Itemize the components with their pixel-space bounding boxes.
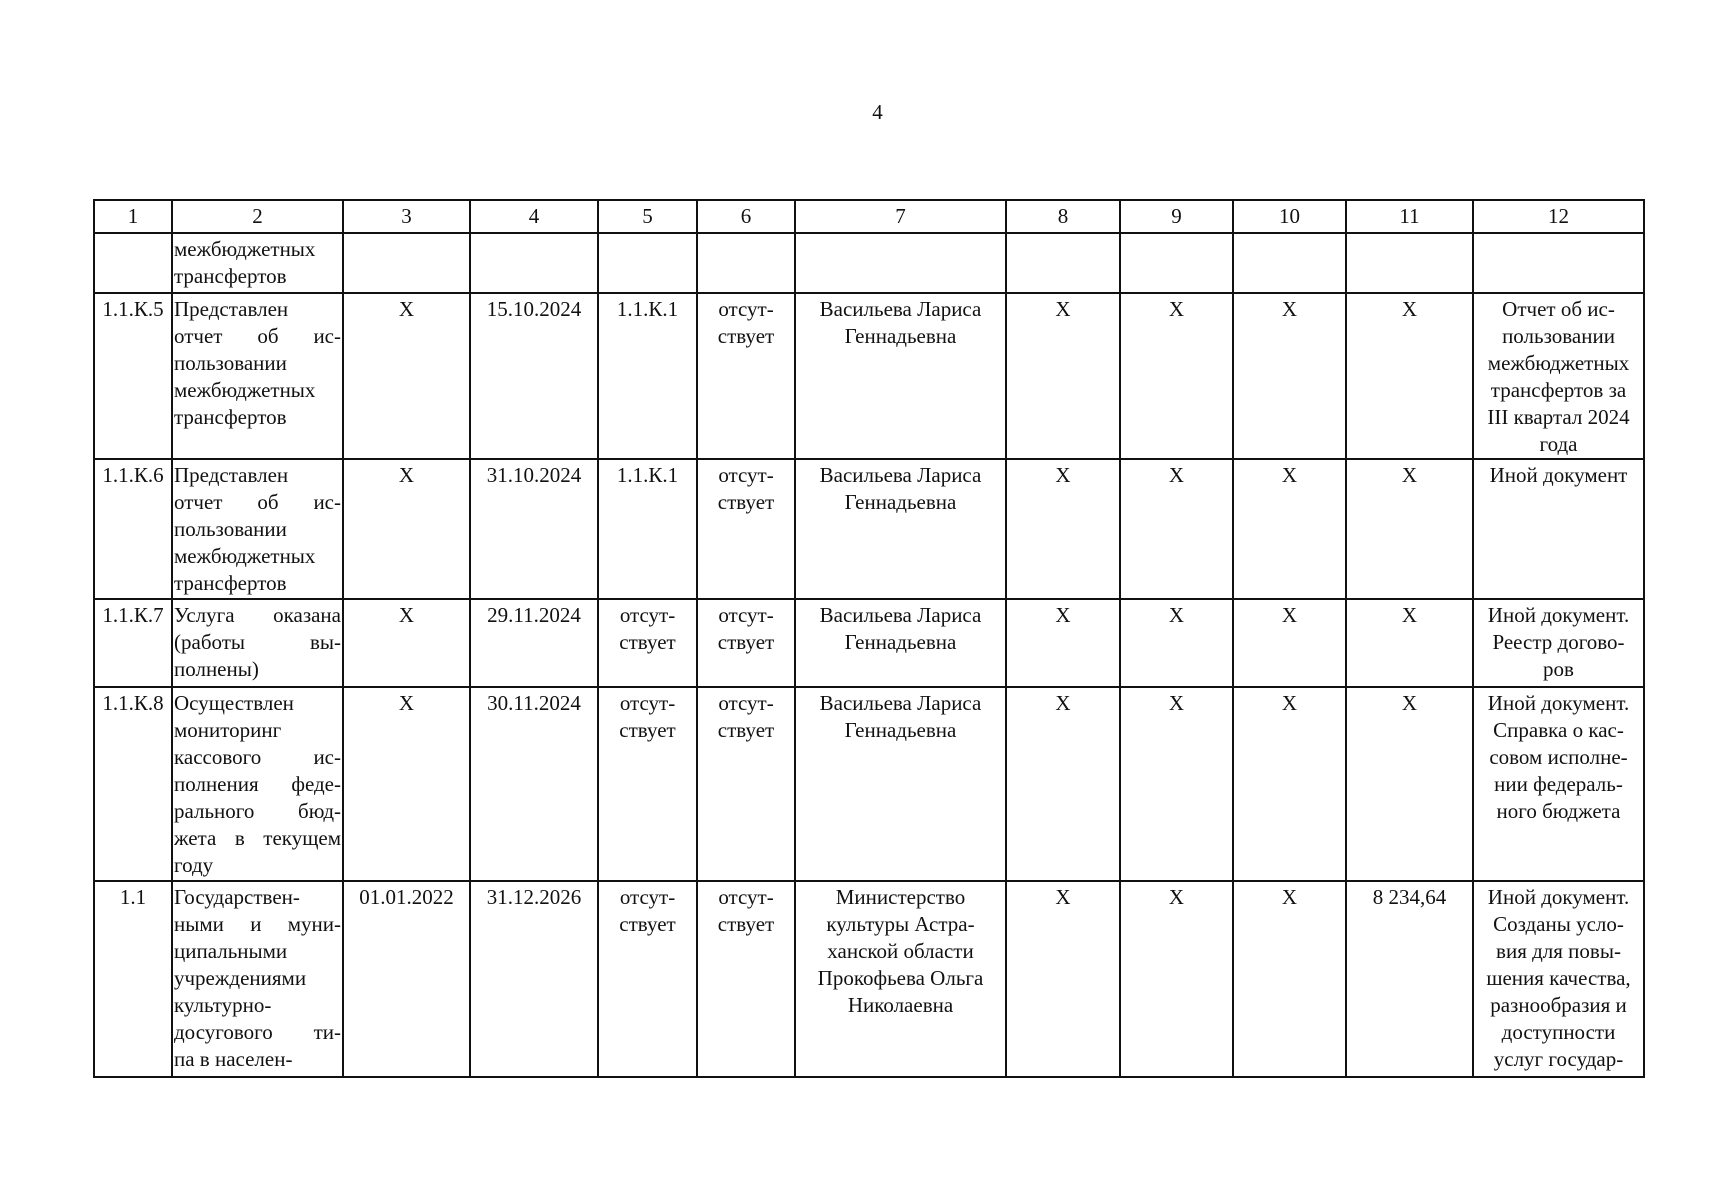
cell-line: ствует bbox=[619, 630, 676, 654]
cell-line: ствует bbox=[717, 490, 775, 514]
cell-line: Справка о кас- bbox=[1493, 718, 1624, 742]
cell-line: учреждениями bbox=[174, 966, 307, 990]
cell-line: пользовании bbox=[174, 351, 287, 375]
cell-line: межбюджетных bbox=[174, 378, 316, 402]
row-code: 1.1.К.8 bbox=[94, 687, 172, 881]
end-date bbox=[470, 233, 598, 293]
cell-line: года bbox=[1539, 432, 1578, 456]
cell-line: вия для повы- bbox=[1496, 939, 1621, 963]
cell-line: отсут- bbox=[718, 463, 774, 487]
value-10: X bbox=[1233, 459, 1346, 599]
start-date: X bbox=[343, 599, 470, 687]
start-date: 01.01.2022 bbox=[343, 881, 470, 1077]
cell-line: ного бюджета bbox=[1496, 799, 1621, 823]
value-9: X bbox=[1120, 687, 1233, 881]
cell-line: Осуществлен bbox=[174, 691, 294, 715]
value-10: X bbox=[1233, 687, 1346, 881]
cell-line: (работы вы- bbox=[174, 630, 341, 654]
cell-line: культуры Астра- bbox=[826, 912, 975, 936]
value-8: X bbox=[1006, 881, 1120, 1077]
predecessor bbox=[598, 233, 697, 293]
cell-line: Представлен bbox=[174, 297, 289, 321]
value-11 bbox=[1346, 233, 1473, 293]
value-8: X bbox=[1006, 599, 1120, 687]
value-9: X bbox=[1120, 293, 1233, 459]
value-11: X bbox=[1346, 687, 1473, 881]
end-date: 31.10.2024 bbox=[470, 459, 598, 599]
cell-line: Реестр догово- bbox=[1492, 630, 1625, 654]
cell-line: Васильева Лариса bbox=[819, 691, 982, 715]
column-number-row bbox=[94, 200, 1644, 233]
row-code: 1.1.К.6 bbox=[94, 459, 172, 599]
responsible bbox=[795, 599, 1006, 687]
cell-line: Иной документ. bbox=[1487, 885, 1630, 909]
cell-line: ствует bbox=[717, 324, 775, 348]
row-description bbox=[172, 599, 343, 687]
cell-line: 1.1.К.1 bbox=[616, 463, 679, 487]
cell-line: ствует bbox=[717, 630, 775, 654]
row-code: 1.1.К.5 bbox=[94, 293, 172, 459]
start-date: X bbox=[343, 687, 470, 881]
cell-line: ствует bbox=[619, 912, 676, 936]
value-9: X bbox=[1120, 599, 1233, 687]
table-row bbox=[94, 459, 1644, 599]
column-header: 6 bbox=[697, 200, 795, 233]
cell-line: отсут- bbox=[718, 603, 774, 627]
cell-line: Геннадьевна bbox=[844, 630, 957, 654]
cell-line: Представлен bbox=[174, 463, 289, 487]
type bbox=[697, 293, 795, 459]
cell-line: доступности bbox=[1501, 1020, 1616, 1044]
cell-line: Отчет об ис- bbox=[1502, 297, 1615, 321]
column-header: 9 bbox=[1120, 200, 1233, 233]
cell-line: ствует bbox=[717, 718, 775, 742]
cell-line: жета в текущем bbox=[174, 826, 341, 850]
table-row bbox=[94, 687, 1644, 881]
cell-line: Геннадьевна bbox=[844, 490, 957, 514]
cell-line: Услуга оказана bbox=[174, 603, 341, 627]
row-description bbox=[172, 233, 343, 293]
cell-line: 1.1.К.1 bbox=[616, 297, 679, 321]
cell-line: Министерство bbox=[835, 885, 966, 909]
cell-line: межбюджетных bbox=[174, 237, 316, 261]
cell-line: ципальными bbox=[174, 939, 288, 963]
cell-line: отсут- bbox=[718, 885, 774, 909]
responsible bbox=[795, 687, 1006, 881]
cell-line: отчет об ис- bbox=[174, 324, 341, 348]
cell-line: отсут- bbox=[619, 691, 676, 715]
cell-line: трансфертов bbox=[174, 405, 287, 429]
cell-line: трансфертов bbox=[174, 264, 287, 288]
column-header: 11 bbox=[1346, 200, 1473, 233]
value-8: X bbox=[1006, 459, 1120, 599]
page-number: 4 bbox=[872, 100, 883, 124]
start-date: X bbox=[343, 459, 470, 599]
start-date: X bbox=[343, 293, 470, 459]
table-row bbox=[94, 293, 1644, 459]
cell-line: полнения феде- bbox=[174, 772, 341, 796]
cell-line: ханской области bbox=[827, 939, 974, 963]
row-code: 1.1.К.7 bbox=[94, 599, 172, 687]
cell-line: мониторинг bbox=[174, 718, 282, 742]
result-document bbox=[1473, 881, 1644, 1077]
cell-line: досугового ти- bbox=[174, 1020, 341, 1044]
predecessor bbox=[598, 881, 697, 1077]
value-8: X bbox=[1006, 293, 1120, 459]
cell-line: Иной документ. bbox=[1487, 603, 1630, 627]
cell-line: ными и муни- bbox=[174, 912, 341, 936]
start-date bbox=[343, 233, 470, 293]
row-description bbox=[172, 687, 343, 881]
table-row bbox=[94, 233, 1644, 293]
end-date: 29.11.2024 bbox=[470, 599, 598, 687]
end-date: 31.12.2026 bbox=[470, 881, 598, 1077]
cell-line: Иной документ bbox=[1489, 463, 1628, 487]
cell-line: отсут- bbox=[619, 603, 676, 627]
type bbox=[697, 687, 795, 881]
cell-line: услуг государ- bbox=[1493, 1047, 1624, 1071]
end-date: 30.11.2024 bbox=[470, 687, 598, 881]
value-10: X bbox=[1233, 599, 1346, 687]
predecessor bbox=[598, 293, 697, 459]
cell-line: кассового ис- bbox=[174, 745, 341, 769]
cell-line: нии федераль- bbox=[1494, 772, 1623, 796]
cell-line: разнообразия и bbox=[1490, 993, 1627, 1017]
table-row bbox=[94, 881, 1644, 1077]
row-code: 1.1 bbox=[94, 881, 172, 1077]
cell-line: межбюджетных bbox=[174, 544, 316, 568]
result-document bbox=[1473, 599, 1644, 687]
cell-line: ствует bbox=[619, 718, 676, 742]
row-description bbox=[172, 459, 343, 599]
result-document bbox=[1473, 293, 1644, 459]
value-9: X bbox=[1120, 881, 1233, 1077]
column-header: 4 bbox=[470, 200, 598, 233]
cell-line: ров bbox=[1543, 657, 1574, 681]
cell-line: полнены) bbox=[174, 657, 259, 681]
value-10: X bbox=[1233, 881, 1346, 1077]
schedule-table bbox=[93, 199, 1645, 1078]
type bbox=[697, 599, 795, 687]
type bbox=[697, 459, 795, 599]
cell-line: отсут- bbox=[718, 691, 774, 715]
cell-line: межбюджетных bbox=[1487, 351, 1630, 375]
cell-line: Николаевна bbox=[847, 993, 954, 1017]
cell-line: па в населен- bbox=[174, 1047, 293, 1071]
column-header: 8 bbox=[1006, 200, 1120, 233]
cell-line: Прокофьева Ольга bbox=[817, 966, 984, 990]
cell-line: Васильева Лариса bbox=[819, 297, 982, 321]
cell-line: Васильева Лариса bbox=[819, 603, 982, 627]
type bbox=[697, 233, 795, 293]
row-description bbox=[172, 293, 343, 459]
cell-line: пользовании bbox=[174, 517, 287, 541]
result-document bbox=[1473, 233, 1644, 293]
cell-line: Геннадьевна bbox=[844, 324, 957, 348]
cell-line: Геннадьевна bbox=[844, 718, 957, 742]
predecessor bbox=[598, 459, 697, 599]
value-9: X bbox=[1120, 459, 1233, 599]
predecessor bbox=[598, 599, 697, 687]
cell-line: Государствен- bbox=[174, 885, 300, 909]
column-header: 5 bbox=[598, 200, 697, 233]
predecessor bbox=[598, 687, 697, 881]
row-code bbox=[94, 233, 172, 293]
cell-line: отсут- bbox=[619, 885, 676, 909]
column-header: 7 bbox=[795, 200, 1006, 233]
responsible bbox=[795, 881, 1006, 1077]
result-document bbox=[1473, 459, 1644, 599]
cell-line: Васильева Лариса bbox=[819, 463, 982, 487]
cell-line: трансфертов за bbox=[1490, 378, 1627, 402]
end-date: 15.10.2024 bbox=[470, 293, 598, 459]
result-document bbox=[1473, 687, 1644, 881]
cell-line: отсут- bbox=[718, 297, 774, 321]
row-description bbox=[172, 881, 343, 1077]
cell-line: трансфертов bbox=[174, 571, 287, 595]
responsible bbox=[795, 293, 1006, 459]
cell-line: шения качества, bbox=[1486, 966, 1631, 990]
value-9 bbox=[1120, 233, 1233, 293]
value-8: X bbox=[1006, 687, 1120, 881]
column-header: 2 bbox=[172, 200, 343, 233]
cell-line: совом исполне- bbox=[1489, 745, 1628, 769]
value-11: X bbox=[1346, 599, 1473, 687]
cell-line: культурно- bbox=[174, 993, 272, 1017]
cell-line: отчет об ис- bbox=[174, 490, 341, 514]
column-header: 1 bbox=[94, 200, 172, 233]
cell-line: рального бюд- bbox=[174, 799, 341, 823]
cell-line: ствует bbox=[717, 912, 775, 936]
value-10 bbox=[1233, 233, 1346, 293]
cell-line: Иной документ. bbox=[1487, 691, 1630, 715]
value-10: X bbox=[1233, 293, 1346, 459]
column-header: 10 bbox=[1233, 200, 1346, 233]
table-body bbox=[94, 200, 1644, 1077]
value-11: 8 234,64 bbox=[1346, 881, 1473, 1077]
cell-line: III квартал 2024 bbox=[1487, 405, 1630, 429]
cell-line: Созданы усло- bbox=[1493, 912, 1624, 936]
column-header: 12 bbox=[1473, 200, 1644, 233]
responsible bbox=[795, 459, 1006, 599]
cell-line: пользовании bbox=[1502, 324, 1615, 348]
value-11: X bbox=[1346, 459, 1473, 599]
responsible bbox=[795, 233, 1006, 293]
value-11: X bbox=[1346, 293, 1473, 459]
table-row bbox=[94, 599, 1644, 687]
column-header: 3 bbox=[343, 200, 470, 233]
value-8 bbox=[1006, 233, 1120, 293]
cell-line: году bbox=[174, 853, 214, 877]
type bbox=[697, 881, 795, 1077]
